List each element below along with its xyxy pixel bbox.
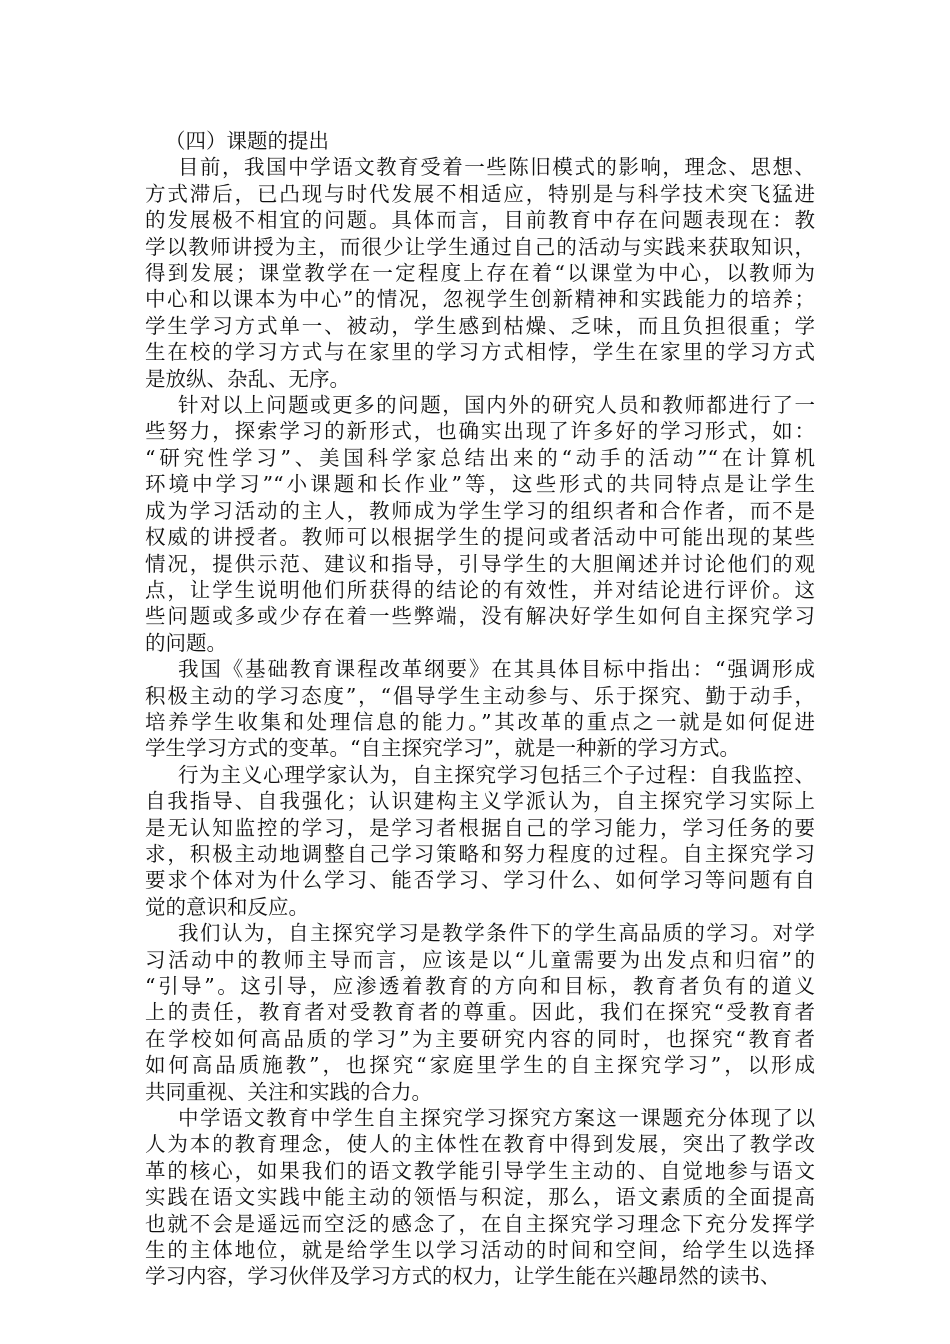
paragraph-line: 学生学习方式单一、被动，学生感到枯燥、乏味，而且负担很重；学: [145, 313, 815, 338]
paragraph-line: “研究性学习”、美国科学家总结出来的“动手的活动”“在计算机: [145, 445, 815, 470]
paragraph-line: 生在校的学习方式与在家里的学习方式相悖，学生在家里的学习方式: [145, 340, 815, 365]
paragraph-line: 是无认知监控的学习，是学习者根据自己的学习能力，学习任务的要: [145, 815, 815, 840]
paragraph-line: 行为主义心理学家认为，自主探究学习包括三个子过程：自我监控、: [178, 762, 815, 787]
paragraph-line: “引导”。这引导，应渗透着教育的方向和目标，教育者负有的道义: [145, 974, 815, 998]
paragraph: [145, 392, 815, 656]
paragraph-line: 的问题。: [145, 630, 227, 655]
paragraph-line: 的发展极不相宜的问题。具体而言，目前教育中存在问题表现在：教: [145, 208, 815, 233]
paragraph-line: 积极主动的学习态度”，“倡导学生主动参与、乐于探究、勤于动手，: [145, 683, 815, 708]
paragraph-line: 共同重视、关注和实践的合力。: [145, 1079, 432, 1104]
paragraph: [145, 762, 815, 920]
paragraph-line: 中心和以课本为中心”的情况，忽视学生创新精神和实践能力的培养；: [145, 287, 815, 312]
paragraph-line: 是放纵、杂乱、无序。: [145, 366, 350, 391]
paragraph: [145, 920, 815, 1105]
paragraph-line: 成为学习活动的主人，教师成为学生学习的组织者和合作者，而不是: [145, 498, 815, 523]
paragraph-line: 方式滞后，已凸现与时代发展不相适应，特别是与科学技术突飞猛进: [145, 181, 815, 206]
paragraph-line: 如何高品质施教”，也探究“家庭里学生的自主探究学习”，以形成: [145, 1053, 815, 1078]
paragraph-line: 习活动中的教师主导而言，应该是以“儿童需要为出发点和归宿”的: [145, 947, 815, 972]
paragraph-line: 得到发展；课堂教学在一定程度上存在着“以课堂为中心，以教师为: [145, 261, 815, 286]
paragraph-line: 要求个体对为什么学习、能否学习、学习什么、如何学习等问题有自: [145, 868, 815, 893]
paragraph-line: 生的主体地位，就是给学生以学习活动的时间和空间，给学生以选择: [145, 1238, 815, 1263]
paragraph-line: 在学校如何高品质的学习”为主要研究内容的同时，也探究“教育者: [145, 1026, 815, 1051]
paragraph-line: 环境中学习”“小课题和长作业”等，这些形式的共同特点是让学生: [145, 472, 815, 497]
paragraph-line: 培养学生收集和处理信息的能力。”其改革的重点之一就是如何促进: [145, 709, 815, 734]
paragraph-line: 我国《基础教育课程改革纲要》在其具体目标中指出：“强调形成: [178, 657, 815, 682]
paragraph: [145, 1105, 815, 1290]
paragraph: [145, 656, 815, 762]
paragraph-line: 觉的意识和反应。: [145, 894, 309, 919]
paragraph-line: 人为本的教育理念，使人的主体性在教育中得到发展，突出了教学改: [145, 1132, 815, 1157]
paragraph-line: 些问题或多或少存在着一些弊端，没有解决好学生如何自主探究学习: [145, 604, 815, 629]
paragraph: [145, 154, 815, 392]
document-body: [145, 128, 815, 1290]
section-heading: （四）课题的提出: [165, 129, 329, 153]
paragraph-line: 革的核心，如果我们的语文教学能引导学生主动的、自觉地参与语文: [145, 1158, 815, 1183]
paragraph-line: 目前，我国中学语文教育受着一些陈旧模式的影响，理念、思想、: [178, 155, 815, 180]
paragraph-line: 学生学习方式的变革。“自主探究学习”，就是一种新的学习方式。: [145, 736, 740, 761]
paragraph-line: 也就不会是遥远而空泛的感念了，在自主探究学习理念下充分发挥学: [145, 1211, 815, 1236]
paragraph-line: 权威的讲授者。教师可以根据学生的提问或者活动中可能出现的某些: [145, 525, 815, 550]
paragraph-line: 中学语文教育中学生自主探究学习探究方案这一课题充分体现了以: [178, 1106, 815, 1131]
paragraph-line: 些努力，探索学习的新形式，也确实出现了许多好的学习形式，如：: [145, 419, 815, 444]
paragraph-line: 针对以上问题或更多的问题，国内外的研究人员和教师都进行了一: [178, 393, 815, 418]
paragraph-line: 我们认为，自主探究学习是教学条件下的学生高品质的学习。对学: [178, 921, 815, 946]
paragraph-line: 自我指导、自我强化；认识建构主义学派认为，自主探究学习实际上: [145, 789, 815, 814]
paragraph-line: 情况，提供示范、建议和指导，引导学生的大胆阐述并讨论他们的观: [145, 551, 815, 576]
paragraph-line: 求，积极主动地调整自己学习策略和努力程度的过程。自主探究学习: [145, 841, 815, 866]
paragraph-line: 点，让学生说明他们所获得的结论的有效性，并对结论进行评价。这: [145, 577, 815, 602]
paragraph-line: 学习内容，学习伙伴及学习方式的权力，让学生能在兴趣昂然的读书、: [145, 1264, 781, 1289]
paragraph-line: 学以教师讲授为主，而很少让学生通过自己的活动与实践来获取知识，: [145, 234, 815, 259]
paragraph-line: 实践在语文实践中能主动的领悟与积淀，那么，语文素质的全面提高: [145, 1185, 815, 1210]
paragraph-line: 上的责任，教育者对受教育者的尊重。因此，我们在探究“受教育者: [145, 1000, 815, 1025]
